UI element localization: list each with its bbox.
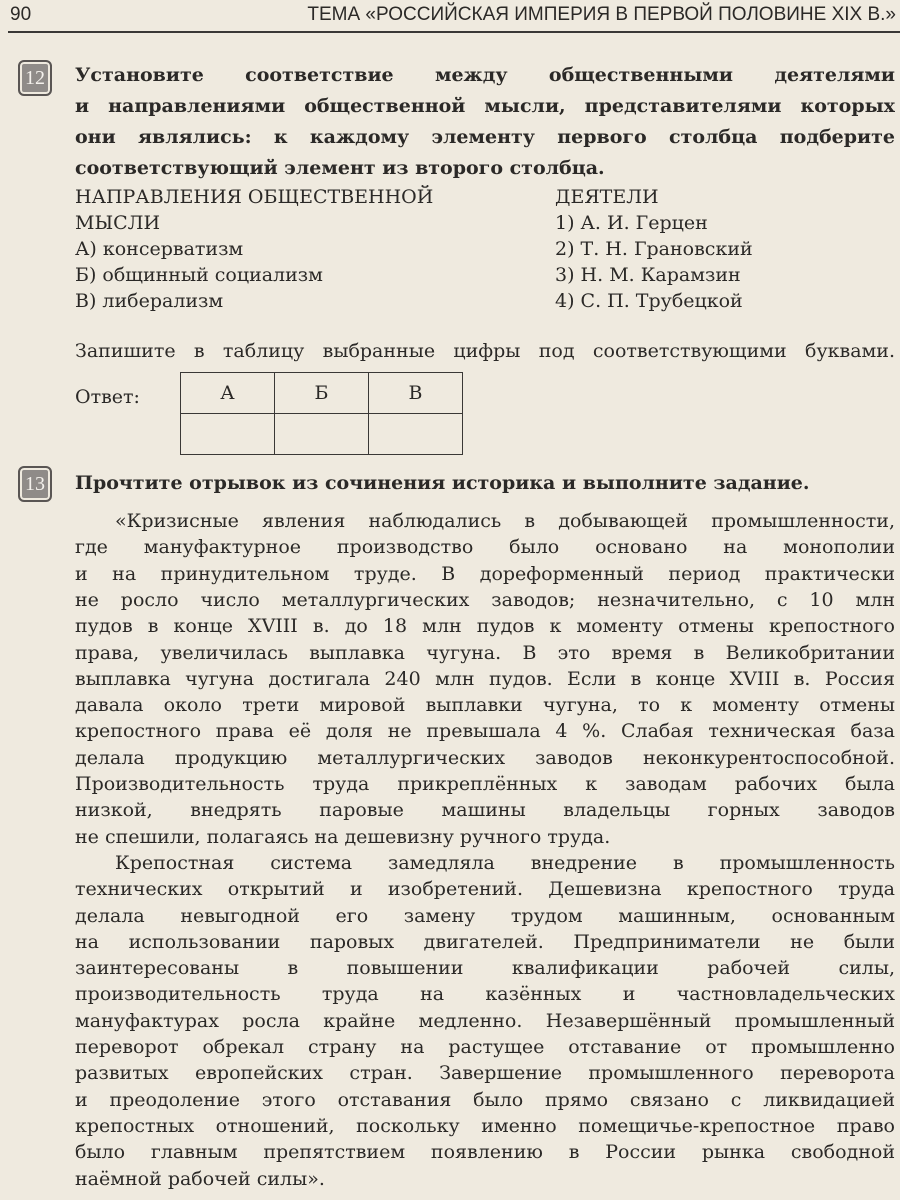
right-item-4: 4) С. П. Трубецкой <box>555 290 743 312</box>
passage-line: развитых европейских стран. Завершение промышленного переворота <box>75 1062 895 1085</box>
passage-line: делала продукцию металлургических заводов неконкурентоспособной. <box>75 746 895 769</box>
answer-cell-v[interactable] <box>369 414 463 455</box>
running-header: ТЕМА «РОССИЙСКАЯ ИМПЕРИЯ В ПЕРВОЙ ПОЛОВИНЕ XIX В.» <box>307 4 896 25</box>
passage-line: производительность труда на казённых и частновладельческих <box>75 983 895 1006</box>
task-number-badge-13: 13 <box>18 466 52 502</box>
passage-line: делала невыгодной его замену трудом машинным, основанным <box>75 904 895 927</box>
instruction-line: они являлись: к каждому элементу первого столбца подберите <box>75 126 895 148</box>
task-number-badge-12: 12 <box>18 60 52 96</box>
right-item-1: 1) А. И. Герцен <box>555 212 708 234</box>
answer-header-a: А <box>181 373 275 414</box>
left-item-b: Б) общинный социализм <box>75 264 323 286</box>
passage-line: крепостного права её доля не превышала 4 %. Слабая техническая база <box>75 720 895 743</box>
passage-line: наёмной рабочей силы». <box>75 1167 325 1190</box>
answer-cell-a[interactable] <box>181 414 275 455</box>
passage-line: не росло число металлургических заводов; незначительно, с 10 млн <box>75 588 895 611</box>
header-rule <box>8 31 900 33</box>
answer-table <box>180 372 463 455</box>
passage-line: и на принудительном труде. В дореформенный период практически <box>75 562 895 585</box>
left-column-heading-2: МЫСЛИ <box>75 212 161 234</box>
passage-line: мануфактурах росла крайне медленно. Незавершённый промышленный <box>75 1009 895 1032</box>
passage-line: крепостных отношений, поскольку именно помещичье-крепостное право <box>75 1114 895 1137</box>
answer-cell-b[interactable] <box>275 414 369 455</box>
passage-line: заинтересованы в повышении квалификации рабочей силы, <box>75 957 895 980</box>
answer-label: Ответ: <box>75 386 140 408</box>
right-column-heading: ДЕЯТЕЛИ <box>555 186 659 208</box>
passage-line: и преодоление этого отставания было прямо связано с ликвидацией <box>75 1088 895 1111</box>
left-item-a: А) консерватизм <box>75 238 244 260</box>
table-instruction: Запишите в таблицу выбранные цифры под соответствующими буквами. <box>75 340 895 362</box>
right-item-2: 2) Т. Н. Грановский <box>555 238 753 260</box>
task13-instruction: Прочтите отрывок из сочинения историка и выполните задание. <box>75 472 810 494</box>
instruction-line: и направлениями общественной мысли, представителями которых <box>75 95 895 117</box>
passage-line: Производительность труда прикреплённых к заводам рабочих была <box>75 773 895 795</box>
answer-header-v: В <box>369 373 463 414</box>
answer-header-b: Б <box>275 373 369 414</box>
passage-line: технических открытий и изобретений. Дешевизна крепостного труда <box>75 878 895 901</box>
passage-line: права, увеличилась выплавка чугуна. В это время в Великобритании <box>75 641 895 664</box>
right-item-3: 3) Н. М. Карамзин <box>555 264 741 286</box>
passage-line: на использовании паровых двигателей. Предприниматели не были <box>75 930 895 953</box>
passage-line: пудов в конце XVIII в. до 18 млн пудов к моменту отмены крепостного <box>75 615 895 638</box>
left-item-v: В) либерализм <box>75 290 224 312</box>
passage-line: давала около трети мировой выплавки чугуна, то к моменту отмены <box>75 694 895 717</box>
instruction-line: соответствующий элемент из второго столбца. <box>75 157 605 179</box>
passage-line: переворот обрекал страну на растущее отставание от промышленно <box>75 1036 895 1058</box>
passage-line: низкой, внедрять паровые машины владельцы горных заводов <box>75 799 895 822</box>
left-column-heading-1: НАПРАВЛЕНИЯ ОБЩЕСТВЕННОЙ <box>75 186 434 208</box>
passage-line: «Кризисные явления наблюдались в добывающей промышленности, <box>115 510 895 532</box>
passage-line: где мануфактурное производство было основано на монополии <box>75 536 895 559</box>
passage-line: было главным препятствием появлению в России рынка свободной <box>75 1141 895 1164</box>
instruction-line: Установите соответствие между общественными деятелями <box>75 64 895 86</box>
passage-line: выплавка чугуна достигала 240 млн пудов. Если в конце XVIII в. Россия <box>75 667 895 690</box>
passage-line: не спешили, полагаясь на дешевизну ручного труда. <box>75 825 611 848</box>
passage-line: Крепостная система замедляла внедрение в промышленность <box>115 851 895 874</box>
page-number: 90 <box>10 4 32 25</box>
